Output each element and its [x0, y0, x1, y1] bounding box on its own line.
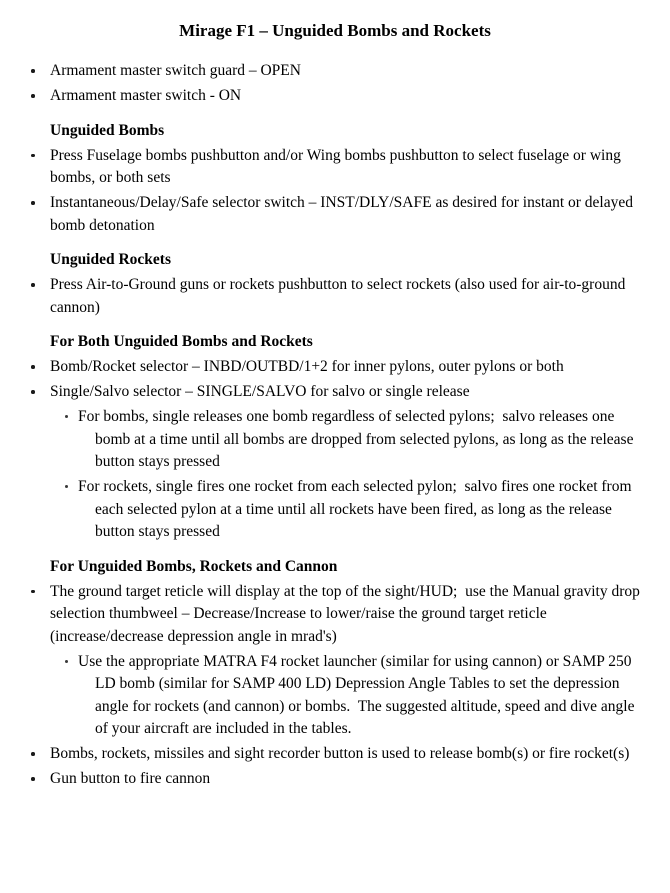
section-heading: Unguided Rockets	[50, 251, 172, 268]
section-heading: For Both Unguided Bombs and Rockets	[50, 333, 313, 350]
bullet-item	[50, 274, 650, 319]
bullet-icon	[31, 390, 35, 394]
bullet-text: Press Fuselage bombs pushbutton and/or Wing bombs pushbutton to select fuselage or wing bombs, or both sets	[50, 146, 625, 186]
bullet-icon	[31, 69, 35, 73]
bullet-item	[50, 381, 650, 404]
bullet-item	[50, 581, 650, 649]
bullet-text: Gun button to fire cannon	[50, 770, 211, 787]
bullet-icon	[31, 777, 35, 781]
bullet-item	[50, 192, 650, 237]
bullet-text: For rockets, single fires one rocket from each selected pylon; salvo fires one rocket from each selected pylon at a time until all rockets have been fired, as long as the release button stays pressed	[78, 478, 636, 540]
bullet-item	[50, 60, 650, 83]
sub-bullet-item	[50, 406, 650, 474]
bullet-icon	[31, 590, 35, 594]
bullet-item	[50, 743, 650, 766]
bullet-text: Armament master switch - ON	[50, 87, 242, 104]
bullet-icon	[31, 365, 35, 369]
sub-bullet-icon	[65, 415, 68, 418]
bullet-item	[50, 145, 650, 190]
section-heading: Unguided Bombs	[50, 121, 165, 139]
document-title: Mirage F1 – Unguided Bombs and Rockets	[179, 21, 491, 40]
bullet-text: Single/Salvo selector – SINGLE/SALVO for salvo or single release	[50, 383, 470, 400]
bullet-icon	[31, 201, 35, 205]
bullet-text: Bombs, rockets, missiles and sight recorder button is used to release bomb(s) or fire rocket(s)	[50, 745, 630, 762]
bullet-item	[50, 85, 650, 108]
bullet-icon	[31, 283, 35, 287]
bullet-icon	[31, 154, 35, 158]
bullet-icon	[31, 752, 35, 756]
bullet-text: Bomb/Rocket selector – INBD/OUTBD/1+2 for inner pylons, outer pylons or both	[50, 358, 564, 375]
bullet-text: For bombs, single releases one bomb regardless of selected pylons; salvo releases one bomb at a time until all bombs are dropped from selected pylons, as long as the release button stays pressed	[78, 408, 638, 470]
bullet-text: Armament master switch guard – OPEN	[50, 62, 301, 79]
bullet-item	[50, 356, 650, 379]
sub-bullet-item	[50, 651, 650, 741]
section-heading: For Unguided Bombs, Rockets and Cannon	[50, 557, 338, 575]
bullet-text: Instantaneous/Delay/Safe selector switch – INST/DLY/SAFE as desired for instant or delayed bomb detonation	[50, 194, 637, 234]
bullet-text: Use the appropriate MATRA F4 rocket launcher (similar for using cannon) or SAMP 250 LD bomb (similar for SAMP 400 LD) Depression Angle Tables to set the depression angle for rockets (and cannon) or bombs. The suggested altitude, speed and dive angle of your aircraft are included in the tables.	[78, 652, 639, 737]
sub-bullet-icon	[65, 485, 68, 488]
sub-bullet-icon	[65, 660, 68, 663]
sub-bullet-item	[50, 476, 650, 544]
bullet-icon	[31, 94, 35, 98]
bullet-text: The ground target reticle will display at the top of the sight/HUD; use the Manual gravity drop selection thumbweel – Decrease/Increase to lower/raise the ground target reticle (increase/decrease depression angle in mrad's)	[50, 582, 644, 645]
bullet-text: Press Air-to-Ground guns or rockets pushbutton to select rockets (also used for air-to-ground cannon)	[50, 276, 630, 316]
bullet-item	[50, 768, 650, 791]
document-body	[50, 60, 650, 791]
